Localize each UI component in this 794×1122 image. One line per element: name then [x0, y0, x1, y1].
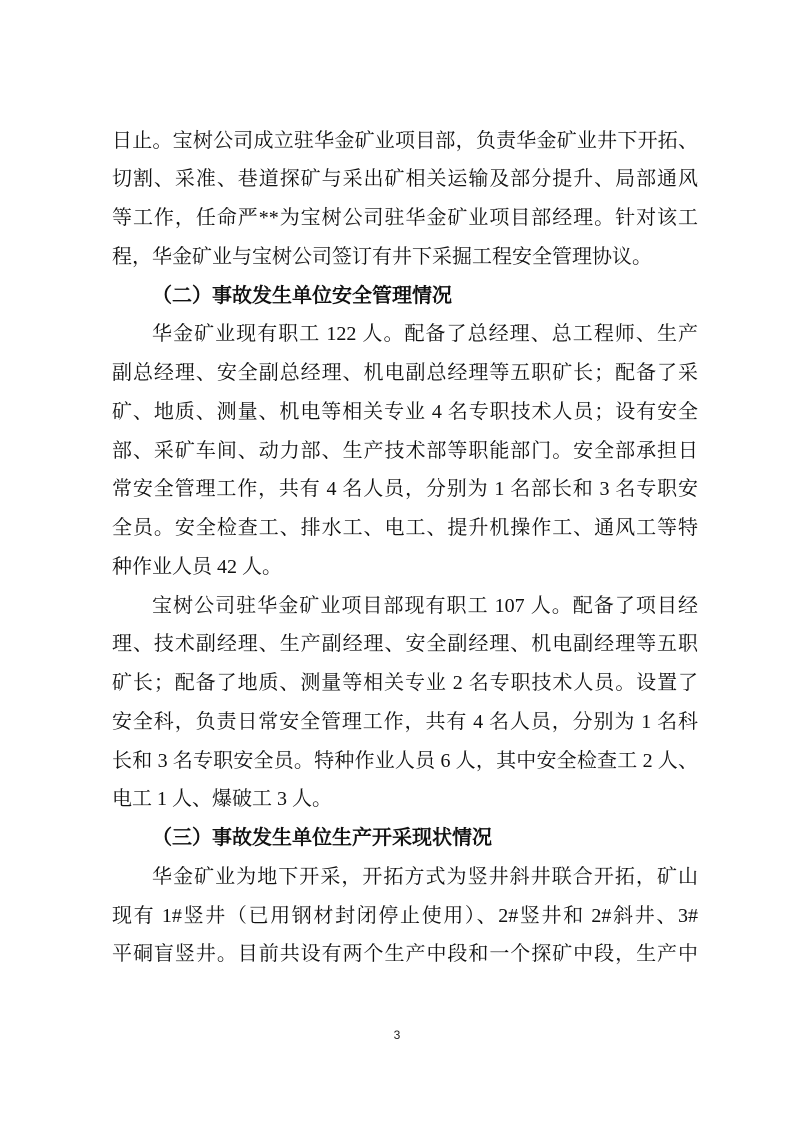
paragraph-line: 华金矿业现有职工 122 人。配备了总经理、总工程师、生产: [152, 323, 698, 346]
paragraph-line: 长和 3 名专职安全员。特种作业人员 6 人，其中安全检查工 2 人、: [112, 749, 698, 772]
paragraph-line: 现有 1#竖井（已用钢材封闭停止使用）、2#竖井和 2#斜井、3#: [112, 904, 698, 927]
section-heading-safety-management: （二）事故发生单位安全管理情况: [152, 284, 452, 307]
section-heading-production-status: （三）事故发生单位生产开采现状情况: [152, 827, 492, 850]
paragraph-line: 宝树公司驻华金矿业项目部现有职工 107 人。配备了项目经: [152, 594, 698, 617]
paragraph-line: 矿长；配备了地质、测量等相关专业 2 名专职技术人员。设置了: [112, 672, 698, 695]
paragraph-project-department: [112, 122, 698, 277]
paragraph-mining-status: [112, 858, 698, 974]
page-number: 3: [393, 1028, 401, 1042]
paragraph-baoshu-staffing: [112, 587, 698, 820]
document-body: [112, 122, 698, 975]
paragraph-line: 矿、地质、测量、机电等相关专业 4 名专职技术人员；设有安全: [112, 400, 698, 423]
paragraph-line: 常安全管理工作，共有 4 名人员，分别为 1 名部长和 3 名专职安: [112, 478, 698, 501]
paragraph-line: 副总经理、安全副总经理、机电副总经理等五职矿长；配备了采: [112, 362, 698, 385]
paragraph-line: 等工作，任命严**为宝树公司驻华金矿业项目部经理。针对该工: [112, 207, 698, 230]
paragraph-line: 平硐盲竖井。目前共设有两个生产中段和一个探矿中段，生产中: [112, 943, 698, 966]
paragraph-line: 电工 1 人、爆破工 3 人。: [112, 788, 332, 811]
paragraph-line: 安全科，负责日常安全管理工作，共有 4 名人员，分别为 1 名科: [112, 710, 698, 733]
paragraph-huajin-staffing: [112, 315, 698, 586]
paragraph-line: 日止。宝树公司成立驻华金矿业项目部，负责华金矿业井下开拓、: [112, 129, 698, 152]
paragraph-line: 部、采矿车间、动力部、生产技术部等职能部门。安全部承担日: [112, 439, 698, 462]
paragraph-line: 全员。安全检查工、排水工、电工、提升机操作工、通风工等特: [112, 517, 698, 540]
paragraph-line: 种作业人员 42 人。: [112, 555, 282, 578]
paragraph-line: 华金矿业为地下开采，开拓方式为竖井斜井联合开拓，矿山: [152, 865, 698, 888]
paragraph-line: 程，华金矿业与宝树公司签订有井下采掘工程安全管理协议。: [112, 245, 652, 268]
paragraph-line: 切割、采准、巷道探矿与采出矿相关运输及部分提升、局部通风: [112, 168, 698, 191]
paragraph-line: 理、技术副经理、生产副经理、安全副经理、机电副经理等五职: [112, 633, 698, 656]
